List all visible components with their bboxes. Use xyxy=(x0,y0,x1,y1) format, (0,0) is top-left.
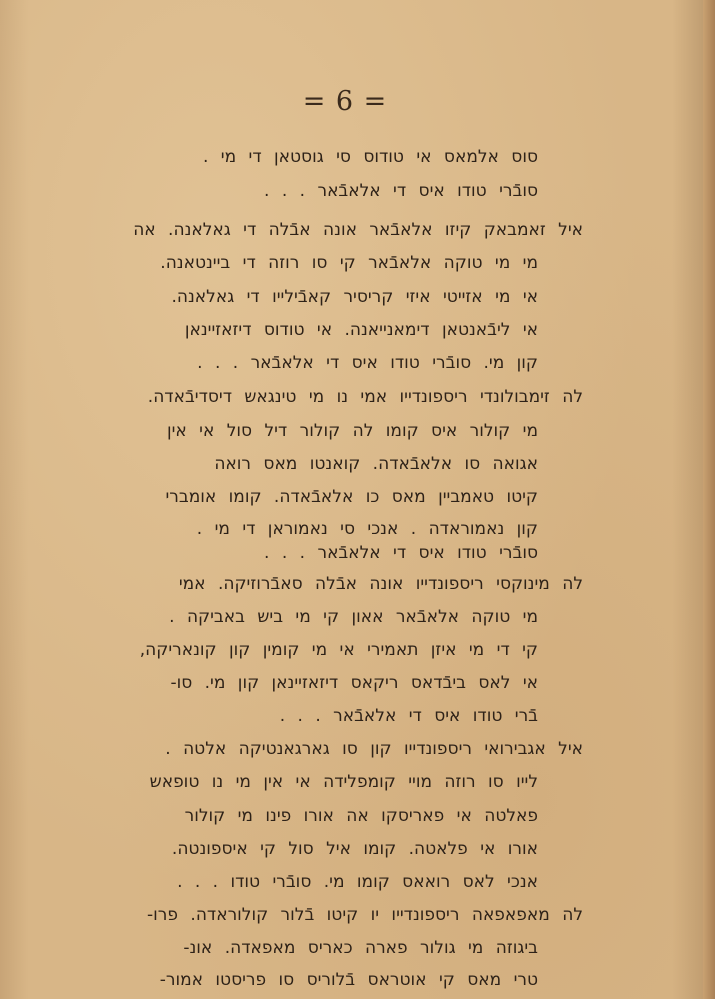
verse-4-line-1: לה מינוקסי ריספונדייו אונה אבֿלה סאבֿרוזיקה. אמי xyxy=(178,574,583,594)
page-number: = 6 = xyxy=(302,86,388,117)
verse-5-line-4: אורו אי פלאטה. קומו איל סול קי איספונטה. xyxy=(171,839,538,859)
verse-6-line-1: לה מאפאפאה ריספונדייו יו קיטו בֿלור קולוראדה. פרו- xyxy=(147,905,583,925)
verse-4-line-2: מי טוקה אלאבֿאר אאון קי מי ביש באביקה . xyxy=(169,607,538,627)
verse-6-line-3: טרי מאס קי אוטראס בֿלוריס סו פריסטו אמור- xyxy=(159,970,538,990)
verse-5-line-2: לייו סו רוזה מויי קומפלידה אי אין מי נו טופאש xyxy=(149,772,538,792)
verse-4-line-4: אי לאס ביבֿדאס ריקאס דיזאזיינאן קון מי. סו- xyxy=(170,673,538,693)
verse-4-line-5: בֿרי טודו איס די אלאבֿאר . . . xyxy=(279,706,538,726)
verse-5-line-5: אנכי לאס רואאס קומו מי. סובֿרי טודו . . . xyxy=(177,872,538,892)
verse-3-line-3: אגואה סו אלאבֿאדה. קואנטו מאס רואה xyxy=(214,454,538,474)
verse-3-line-4: קיטו טאמביין מאס כו אלאבֿאדה. קומו אומברי xyxy=(165,487,538,507)
verse-2-line-3: אי מי אזייטי איזי קריסיר קאבֿילייו די גאלאנה. xyxy=(171,287,538,307)
verse-2-line-2: מי מי טוקה אלאבֿאר קי סו רוזה די ביינטאנה. xyxy=(160,253,538,273)
verse-5-line-1: איל אגבירואי ריספונדייו קון סו גארגאנטיקה אלטה . xyxy=(165,739,583,759)
verse-3-line-6: סובֿרי טודו איס די אלאבֿאר . . . xyxy=(264,543,538,563)
verse-5-line-3: פאלטה אי פאריסקו אה אורו פינו מי קולור xyxy=(184,806,538,826)
verse-3-line-5: קון נאמוראדה . אנכי סי נאמוראן די מי . xyxy=(196,519,538,539)
page-edge xyxy=(703,0,715,999)
verse-2-line-5: קון מי. סובֿרי טודו איס די אלאבֿאר . . . xyxy=(197,353,538,373)
verse-2-line-4: אי ליבֿאנטאן דימאנייאנה. אי טודוס דיזאזיינאן xyxy=(184,320,538,340)
verse-2-line-1: איל זאמבאק קיזו אלאבֿאר אונה אבֿלה די גאלאנה. אה xyxy=(133,220,583,240)
verse-3-line-2: מי קולור איס קומו לה קולור דיל סול אי אין xyxy=(166,421,538,441)
verse-3-line-1: לה זימבולונדי ריספונדייו אמי נו מי טינגאש דיסדיבֿאדה. xyxy=(147,387,583,407)
verse-6-line-2: ביגוזה מי גולור פארה כאריס מאפאדה. אונ- xyxy=(183,938,538,958)
verse-1-line-2: סובֿרי טודו איס די אלאבֿאר . . . xyxy=(264,181,538,201)
verse-1-line-1: סוס אלמאס אי טודוס סי גוסטאן די מי . xyxy=(202,147,538,167)
verse-4-line-3: קי די מי איזן תאמירי אי מי קומין קון קונאריקה, xyxy=(139,640,538,660)
